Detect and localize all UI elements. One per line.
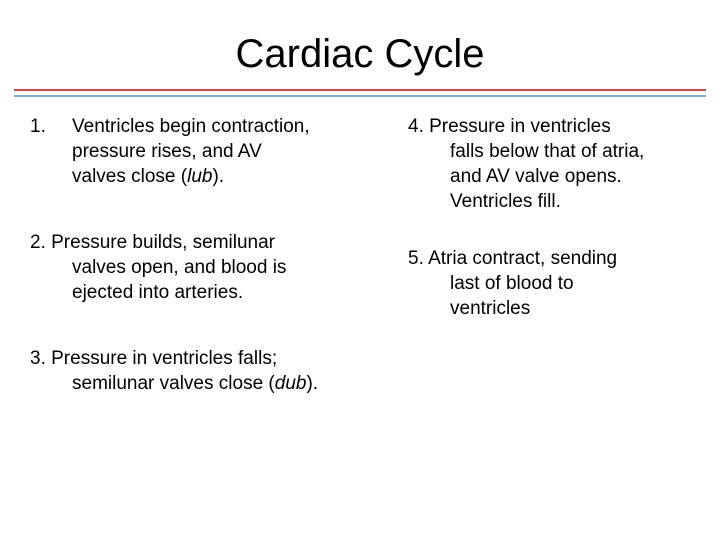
step-5-line-2: last of blood to bbox=[450, 273, 574, 294]
step-2-line-1: 2. Pressure builds, semilunar bbox=[30, 232, 275, 253]
step-2-line-2: valves open, and blood is bbox=[72, 257, 287, 278]
cycle-step-3 bbox=[30, 346, 318, 396]
step-4-line-4: Ventricles fill. bbox=[450, 191, 561, 212]
lub-sound-term: lub bbox=[187, 166, 213, 187]
step-3-line-2 bbox=[30, 371, 318, 396]
title-divider-red bbox=[14, 89, 706, 91]
step-1-text-3a: valves close ( bbox=[72, 166, 188, 187]
step-3-line-1: 3. Pressure in ventricles falls; bbox=[30, 348, 278, 369]
step-5-line-3: ventricles bbox=[450, 298, 531, 319]
step-1-text-3b: ). bbox=[212, 166, 225, 187]
step-2-line-3: ejected into arteries. bbox=[72, 282, 244, 303]
step-4-line-3: and AV valve opens. bbox=[450, 166, 622, 187]
step-3-text-2b: ). bbox=[306, 373, 319, 394]
step-1-number: 1. bbox=[30, 116, 46, 137]
step-5-line-1: 5. Atria contract, sending bbox=[408, 248, 618, 269]
cycle-step-2 bbox=[30, 230, 286, 305]
cycle-step-1 bbox=[30, 114, 310, 189]
step-3-text-2a: semilunar valves close ( bbox=[72, 373, 275, 394]
cycle-step-4 bbox=[408, 114, 644, 214]
step-4-line-1: 4. Pressure in ventricles bbox=[408, 116, 611, 137]
slide-title: Cardiac Cycle bbox=[235, 32, 485, 76]
step-1-line-3 bbox=[30, 164, 310, 189]
step-1-line-2: pressure rises, and AV bbox=[72, 141, 262, 162]
step-1-line-1 bbox=[30, 114, 310, 139]
title-divider-blue bbox=[14, 95, 706, 97]
dub-sound-term: dub bbox=[274, 373, 307, 394]
step-4-line-2: falls below that of atria, bbox=[450, 141, 645, 162]
cycle-step-5 bbox=[408, 246, 617, 321]
step-1-text-1: Ventricles begin contraction, bbox=[72, 116, 310, 137]
